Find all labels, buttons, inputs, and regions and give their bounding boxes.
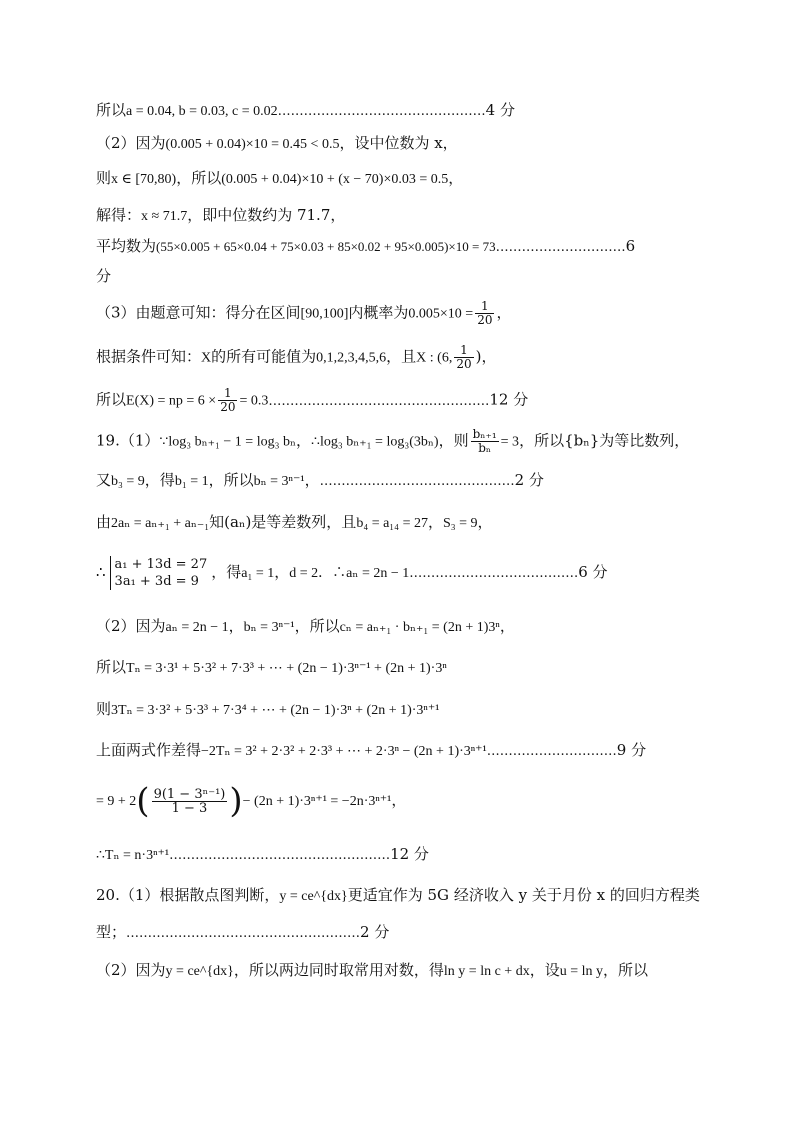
fraction: [471, 428, 499, 455]
line-9: [96, 387, 696, 414]
line-14: [96, 616, 696, 638]
math-expr: 0,1,2,3,4,5,6: [316, 350, 387, 366]
math-expr: X: [201, 350, 212, 366]
line-7: [96, 300, 696, 327]
therefore-symbol: ∴: [96, 563, 106, 581]
line-5: [96, 236, 696, 258]
line-8: [96, 344, 696, 371]
line-1: [96, 100, 696, 122]
line-19: [96, 844, 696, 866]
text: （2）因为: [96, 134, 166, 152]
text: 型；: [96, 923, 127, 941]
leader-dots: ……………………………………………: [268, 393, 490, 409]
text: 解得：: [96, 206, 142, 224]
line-17: [96, 740, 696, 762]
math-expr: ∴Tₙ = n·3ⁿ⁺¹: [96, 848, 170, 863]
text: ，所以两边同时取常用对数，得: [233, 961, 444, 979]
text: )，: [475, 347, 497, 366]
text: 的所有可能值为: [211, 347, 317, 366]
leader-dots: ………………………………………: [319, 474, 515, 489]
math-expr: y = ce^{dx}: [165, 964, 234, 979]
line-12: [96, 512, 696, 534]
math-expr: X : (6,: [416, 350, 453, 366]
line-11: [96, 470, 696, 492]
text: 知(aₙ)是等差数列，且: [209, 513, 357, 531]
score-label: 6 分: [578, 563, 608, 581]
math-expr: = 9 + 2: [96, 794, 137, 809]
text: 20.（1）根据散点图判断，: [96, 886, 280, 904]
line-21: [96, 922, 696, 944]
text: ，设中位数为 x，: [339, 134, 458, 152]
leader-dots: …………………………: [495, 240, 626, 255]
score-label: 9 分: [616, 741, 647, 759]
text: 更适宜作为 5G 经济收入 y 关于月份 x 的回归方程类: [347, 886, 700, 904]
text: 上面两式作差得: [96, 741, 202, 759]
text: ，: [304, 471, 320, 489]
fraction-denominator: 1 − 3: [171, 800, 208, 816]
fraction-denominator: 20: [456, 357, 472, 371]
score-label: 4 分: [485, 101, 515, 119]
text: ，: [391, 791, 407, 809]
math-expr: cₙ = aₙ₊₁ · bₙ₊₁ = (2n + 1)3ⁿ: [339, 620, 500, 635]
fraction-numerator: 1: [475, 300, 494, 314]
text: （2）因为: [96, 617, 166, 635]
text: ，得: [144, 471, 175, 489]
line-16: [96, 699, 696, 721]
line-22: [96, 960, 696, 982]
text: 19.（1）: [96, 431, 160, 450]
math-expr: b₄ = a₁₄ = 27: [356, 516, 428, 531]
line-3: [96, 168, 696, 190]
text: 所以: [96, 390, 127, 409]
score-label: 分: [96, 267, 112, 285]
text: 根据条件可知：: [96, 347, 202, 366]
equation-system: [110, 556, 208, 590]
text: ，: [427, 513, 443, 531]
fraction-numerator: 1: [218, 387, 237, 401]
score-label: 6: [625, 237, 636, 255]
text: ，: [499, 617, 515, 635]
right-paren: ): [229, 781, 243, 821]
leader-dots: …………………………………: [409, 566, 579, 581]
math-expr: b₁ = 1: [174, 474, 209, 489]
line-2: [96, 133, 696, 155]
text: ，: [296, 431, 312, 450]
text: ，所以: [294, 617, 340, 635]
text: （2）因为: [96, 961, 166, 979]
text: 则: [96, 169, 112, 187]
text: 又: [96, 471, 112, 489]
text: ，: [477, 513, 493, 531]
fraction-numerator: 9(1 − 3ⁿ⁻¹): [153, 786, 226, 802]
left-paren: (: [136, 781, 150, 821]
line-6: [96, 266, 696, 286]
math-expr: aₙ = 2n − 1: [165, 620, 229, 635]
line-4: [96, 205, 696, 227]
line-20: [96, 885, 700, 907]
math-expr: y = ce^{dx}: [279, 889, 348, 904]
text: 平均数为: [96, 237, 157, 255]
score-label: 2 分: [360, 923, 390, 941]
line-13: [96, 552, 696, 592]
math-expr: Tₙ = 3·3¹ + 5·3² + 7·3³ + ⋯ + (2n − 1)·3ⁿ⁻¹ + (2n + 1)·3ⁿ: [126, 661, 447, 676]
math-expr: −2Tₙ = 3² + 2·3² + 2·3³ + ⋯ + 2·3ⁿ − (2n + 1)·3ⁿ⁺¹: [201, 744, 487, 759]
text: 所以: [96, 658, 127, 676]
text: ，所以: [208, 471, 254, 489]
text: 则: [96, 700, 112, 718]
text: ，: [228, 617, 244, 635]
score-label: 12 分: [489, 390, 529, 409]
text: ，得: [211, 563, 242, 581]
math-expr: E(X) = np = 6 ×: [126, 393, 217, 409]
fraction: [152, 788, 228, 815]
score-label: 2 分: [514, 471, 544, 489]
math-expr: S₃ = 9: [442, 516, 478, 531]
math-expr: a₁ = 1: [241, 566, 275, 581]
math-expr: ∴log₃ bₙ₊₁ = log₃(3bₙ): [311, 434, 439, 450]
fraction-numerator: bₙ₊₁: [472, 427, 497, 441]
math-expr: (0.005 + 0.04)×10 + (x − 70)×0.03 = 0.5: [221, 172, 449, 187]
leader-dots: …………………………: [486, 744, 617, 759]
math-expr: [90,100]: [300, 306, 349, 322]
text: 由: [96, 513, 112, 531]
leader-dots: ………………………………………………: [126, 926, 361, 941]
fraction-numerator: 1: [454, 344, 473, 358]
leader-dots: ……………………………………………: [169, 848, 391, 863]
text: ，且: [386, 347, 417, 366]
system-row: 3a₁ + 3d = 9: [114, 574, 199, 589]
text: ，所以{bₙ}为等比数列，: [519, 431, 690, 450]
math-expr: (0.005 + 0.04)×10 = 0.45 < 0.5: [165, 137, 340, 152]
math-expr: 2aₙ = aₙ₊₁ + aₙ₋₁: [111, 516, 210, 531]
text: ，: [274, 563, 290, 581]
math-expr: = 3: [500, 434, 520, 450]
math-expr: bₙ = 3ⁿ⁻¹: [243, 620, 295, 635]
math-expr: a = 0.04, b = 0.03, c = 0.02: [126, 104, 278, 119]
line-18: [96, 778, 696, 822]
fraction: [218, 387, 237, 414]
math-expr: − (2n + 1)·3ⁿ⁺¹ = −2n·3ⁿ⁺¹: [242, 794, 392, 809]
math-expr: d = 2: [289, 566, 319, 581]
line-15: [96, 657, 696, 679]
text: 内概率为: [348, 303, 409, 322]
fraction-denominator: 20: [477, 313, 493, 327]
math-expr: 3Tₙ = 3·3² + 5·3³ + 7·3⁴ + ⋯ + (2n − 1)·3ⁿ + (2n + 1)·3ⁿ⁺¹: [111, 703, 440, 718]
math-expr: ．∴aₙ = 2n − 1: [318, 566, 410, 581]
text: ，则: [438, 431, 469, 450]
text: （3）由题意可知：得分在区间: [96, 303, 301, 322]
fraction: [475, 300, 494, 327]
text: ，: [448, 169, 464, 187]
score-label: 12 分: [390, 845, 429, 863]
math-expr: ∵log₃ bₙ₊₁ − 1 = log₃ bₙ: [159, 434, 297, 450]
text: ，即中位数约为 71.7，: [187, 206, 346, 224]
math-expr: x ∈ [70,80): [111, 172, 177, 187]
text: ，设: [529, 961, 560, 979]
text: ，: [496, 303, 512, 322]
leader-dots: …………………………………………: [277, 104, 486, 119]
math-expr: (55×0.005 + 65×0.04 + 75×0.03 + 85×0.02 + 95×0.005)×10 = 73: [156, 239, 496, 254]
math-expr: bₙ = 3ⁿ⁻¹: [253, 474, 305, 489]
fraction-denominator: bₙ: [478, 441, 492, 455]
math-expr: = 0.3: [239, 393, 269, 409]
fraction-denominator: 20: [220, 400, 236, 414]
system-row: a₁ + 13d = 27: [114, 557, 208, 572]
math-expr: b₃ = 9: [111, 474, 145, 489]
math-expr: 0.005×10 =: [408, 306, 474, 322]
math-expr: ln y = ln c + dx: [443, 964, 530, 979]
line-10: [96, 428, 696, 455]
text: ，所以: [603, 961, 649, 979]
math-expr: x ≈ 71.7: [141, 209, 188, 224]
math-expr: u = ln y: [559, 964, 604, 979]
text: 所以: [96, 101, 127, 119]
text: ，所以: [176, 169, 222, 187]
fraction: [454, 344, 473, 371]
